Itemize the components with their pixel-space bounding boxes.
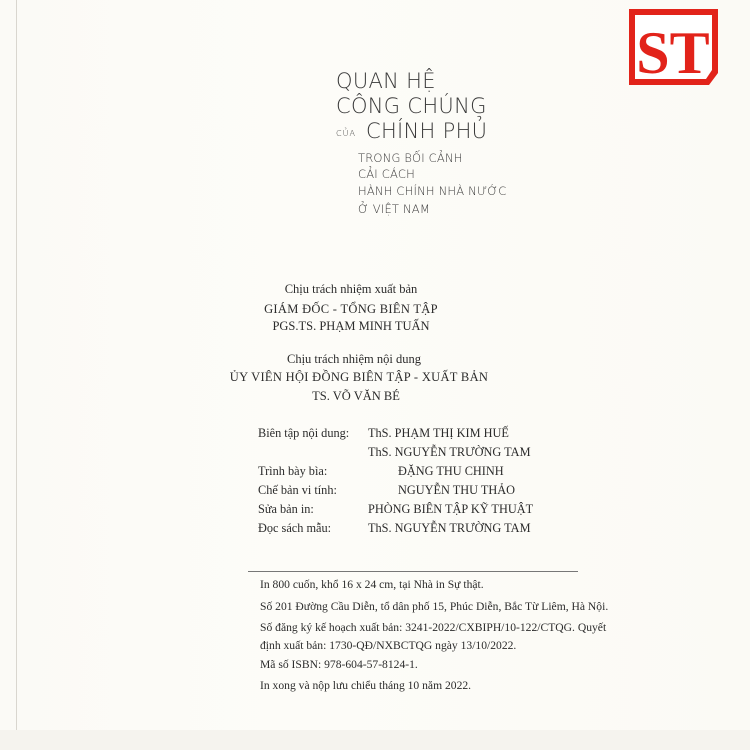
credit-label: Trình bày bìa: xyxy=(258,464,328,478)
st-logo xyxy=(627,7,720,87)
content-responsibility-label: Chịu trách nhiệm nội dung xyxy=(286,352,421,366)
content-responsibility-role: ỦY VIÊN HỘI ĐỒNG BIÊN TẬP - XUẤT BẢN xyxy=(229,370,489,384)
title-line-2: CÔNG CHÚNG xyxy=(336,94,487,118)
credit-value: ThS. NGUYỄN TRƯỜNG TAM xyxy=(368,445,531,459)
imprint-line: In 800 cuốn, khổ 16 x 24 cm, tại Nhà in Sự thật. xyxy=(260,578,484,591)
title-line-1: QUAN HỆ xyxy=(336,69,436,93)
bottom-strip xyxy=(0,730,750,750)
subtitle-line-2: CẢI CÁCH xyxy=(358,167,415,181)
imprint-line: Số đăng ký kế hoạch xuất bản: 3241-2022/CXBIPH/10-122/CTQG. Quyết xyxy=(260,621,607,634)
credit-label: Sửa bản in: xyxy=(258,502,314,516)
publish-responsibility-name: PGS.TS. PHẠM MINH TUẤN xyxy=(272,319,430,333)
publish-responsibility-role: GIÁM ĐỐC - TỔNG BIÊN TẬP xyxy=(264,302,438,316)
credit-value: PHÒNG BIÊN TẬP KỸ THUẬT xyxy=(368,502,534,516)
title-line-3: CHÍNH PHỦ xyxy=(366,119,488,143)
imprint-line: định xuất bản: 1730-QĐ/NXBCTQG ngày 13/10/2022. xyxy=(260,639,517,652)
credit-label: Chế bản vi tính: xyxy=(258,483,337,497)
credit-label: Đọc sách mẫu: xyxy=(258,521,332,535)
subtitle-line-3: HÀNH CHÍNH NHÀ NƯỚC xyxy=(358,184,507,198)
content-responsibility-name: TS. VÕ VĂN BÉ xyxy=(312,389,400,403)
imprint-line: In xong và nộp lưu chiểu tháng 10 năm 2022. xyxy=(260,679,472,692)
title-cua: CỦA xyxy=(336,129,356,138)
credit-value: ĐẶNG THU CHINH xyxy=(398,464,504,478)
credit-value: ThS. PHẠM THỊ KIM HUẾ xyxy=(368,426,509,440)
credit-value: ThS. NGUYỄN TRƯỜNG TAM xyxy=(368,521,531,535)
publish-responsibility-label: Chịu trách nhiệm xuất bản xyxy=(284,282,418,296)
divider xyxy=(248,571,578,572)
subtitle-line-1: TRONG BỐI CẢNH xyxy=(358,151,463,165)
logo-text: ST xyxy=(636,20,710,86)
imprint-line: Mã số ISBN: 978-604-57-8124-1. xyxy=(260,658,418,671)
credit-value: NGUYỄN THU THẢO xyxy=(398,483,516,497)
imprint-line: Số 201 Đường Cầu Diễn, tổ dân phố 15, Phúc Diễn, Bắc Từ Liêm, Hà Nội. xyxy=(260,600,609,613)
subtitle-line-4: Ở VIỆT NAM xyxy=(358,202,430,216)
credit-label: Biên tập nội dung: xyxy=(258,426,350,440)
